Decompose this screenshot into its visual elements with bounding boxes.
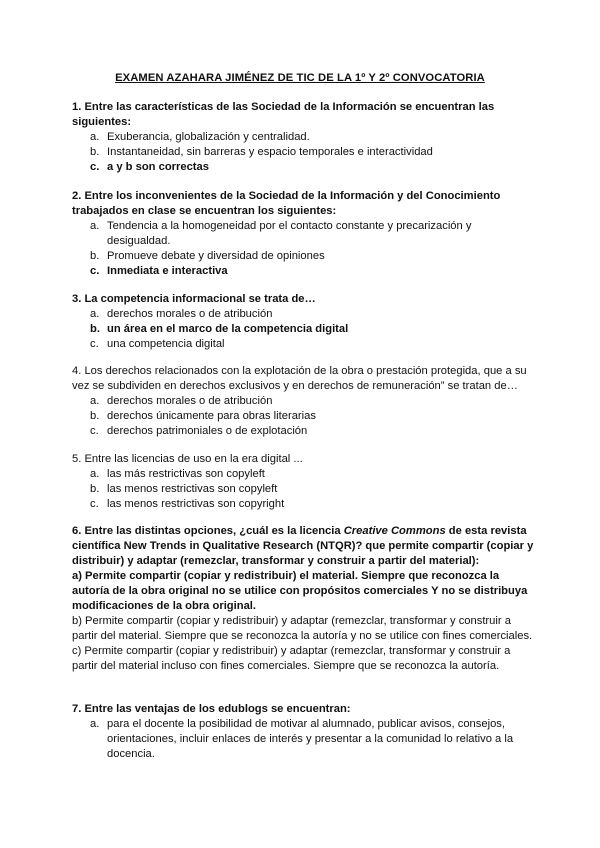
question-7 [72,702,534,762]
answer-paragraph-a: a) Permite compartir (copiar y redistribuir) el material. Siempre que reconozca la autoría de la obra original no se utilice con propósitos comerciales Y no se distribuya modificaciones de la obra original. [72,570,528,612]
option-b: b. Instantaneidad, sin barreras y espacio temporales e interactividad [90,146,433,158]
license-name: Creative Commons [343,525,446,537]
option-b: b. derechos únicamente para obras literarias [90,410,316,422]
question-2-title: 2. Entre los inconvenientes de la Sociedad de la Información y del Conocimiento trabajados en clase se encuentran los siguientes: [72,190,501,217]
question-3-options [72,307,534,352]
option-a: a. las más restrictivas son copyleft [90,468,265,480]
question-4-options [72,394,534,439]
question-7-title: 7. Entre las ventajas de los edublogs se encuentran: [72,703,351,715]
option-a: a. derechos morales o de atribución [90,308,273,320]
question-5-title: 5. Entre las licencias de uso en la era digital ... [72,453,303,465]
question-1 [72,100,534,175]
question-3 [72,292,534,352]
question-1-options [72,130,534,175]
option-a: a. para el docente la posibilidad de motivar al alumnado, publicar avisos, consejos, orientaciones, incluir enlaces de interés y presentar a la comunidad lo relativo a la docencia. [90,718,514,760]
option-c: c. derechos patrimoniales o de explotación [90,425,308,437]
option-a: a. Tendencia a la homogeneidad por el contacto constante y precarización y desigualdad. [90,220,472,247]
question-3-title: 3. La competencia informacional se trata de… [72,293,316,305]
option-c: c. a y b son correctas [90,161,209,173]
option-b: b. un área en el marco de la competencia digital [90,323,349,335]
question-2-options [72,219,534,279]
option-b: b. Promueve debate y diversidad de opiniones [90,250,325,262]
exam-title: EXAMEN AZAHARA JIMÉNEZ DE TIC DE LA 1º Y 2º CONVOCATORIA [115,72,485,84]
option-c: c. las menos restrictivas son copyright [90,498,285,510]
option-b: b. las menos restrictivas son copyleft [90,483,278,495]
question-1-title: 1. Entre las características de las Sociedad de la Información se encuentran las siguientes: [72,101,495,128]
question-6-title: 6. Entre las distintas opciones, ¿cuál es la licencia Creative Commons de esta revista científica New Trends in Qualitative Research (NTQR)? que permite compartir (copiar y distribuir) y adaptar (remezclar, transformar y construir a partir del material): [72,525,534,567]
option-a: a. Exuberancia, globalización y centralidad. [90,131,310,143]
option-c: c. una competencia digital [90,338,225,350]
answer-paragraph-b: b) Permite compartir (copiar y redistribuir) y adaptar (remezclar, transformar y construir a partir del material. Siempre que se reconozca la autoría y no se utilice con fines comerciales. [72,615,533,642]
option-c: c. Inmediata e interactiva [90,265,228,277]
question-2 [72,189,534,279]
question-5-options [72,467,534,512]
option-a: a. derechos morales o de atribución [90,395,273,407]
question-6 [72,524,534,674]
question-4 [72,364,534,439]
answer-paragraph-c: c) Permite compartir (copiar y redistribuir) y adaptar (remezclar, transformar y construir a partir del material incluso con fines comerciales. Siempre que se reconozca la autoría. [72,645,511,672]
question-4-title: 4. Los derechos relacionados con la explotación de la obra o prestación protegida, que a su vez se subdividen en derechos exclusivos y en derechos de remuneración” se tratan de… [72,365,527,392]
question-7-options [72,717,534,762]
question-5 [72,452,534,512]
